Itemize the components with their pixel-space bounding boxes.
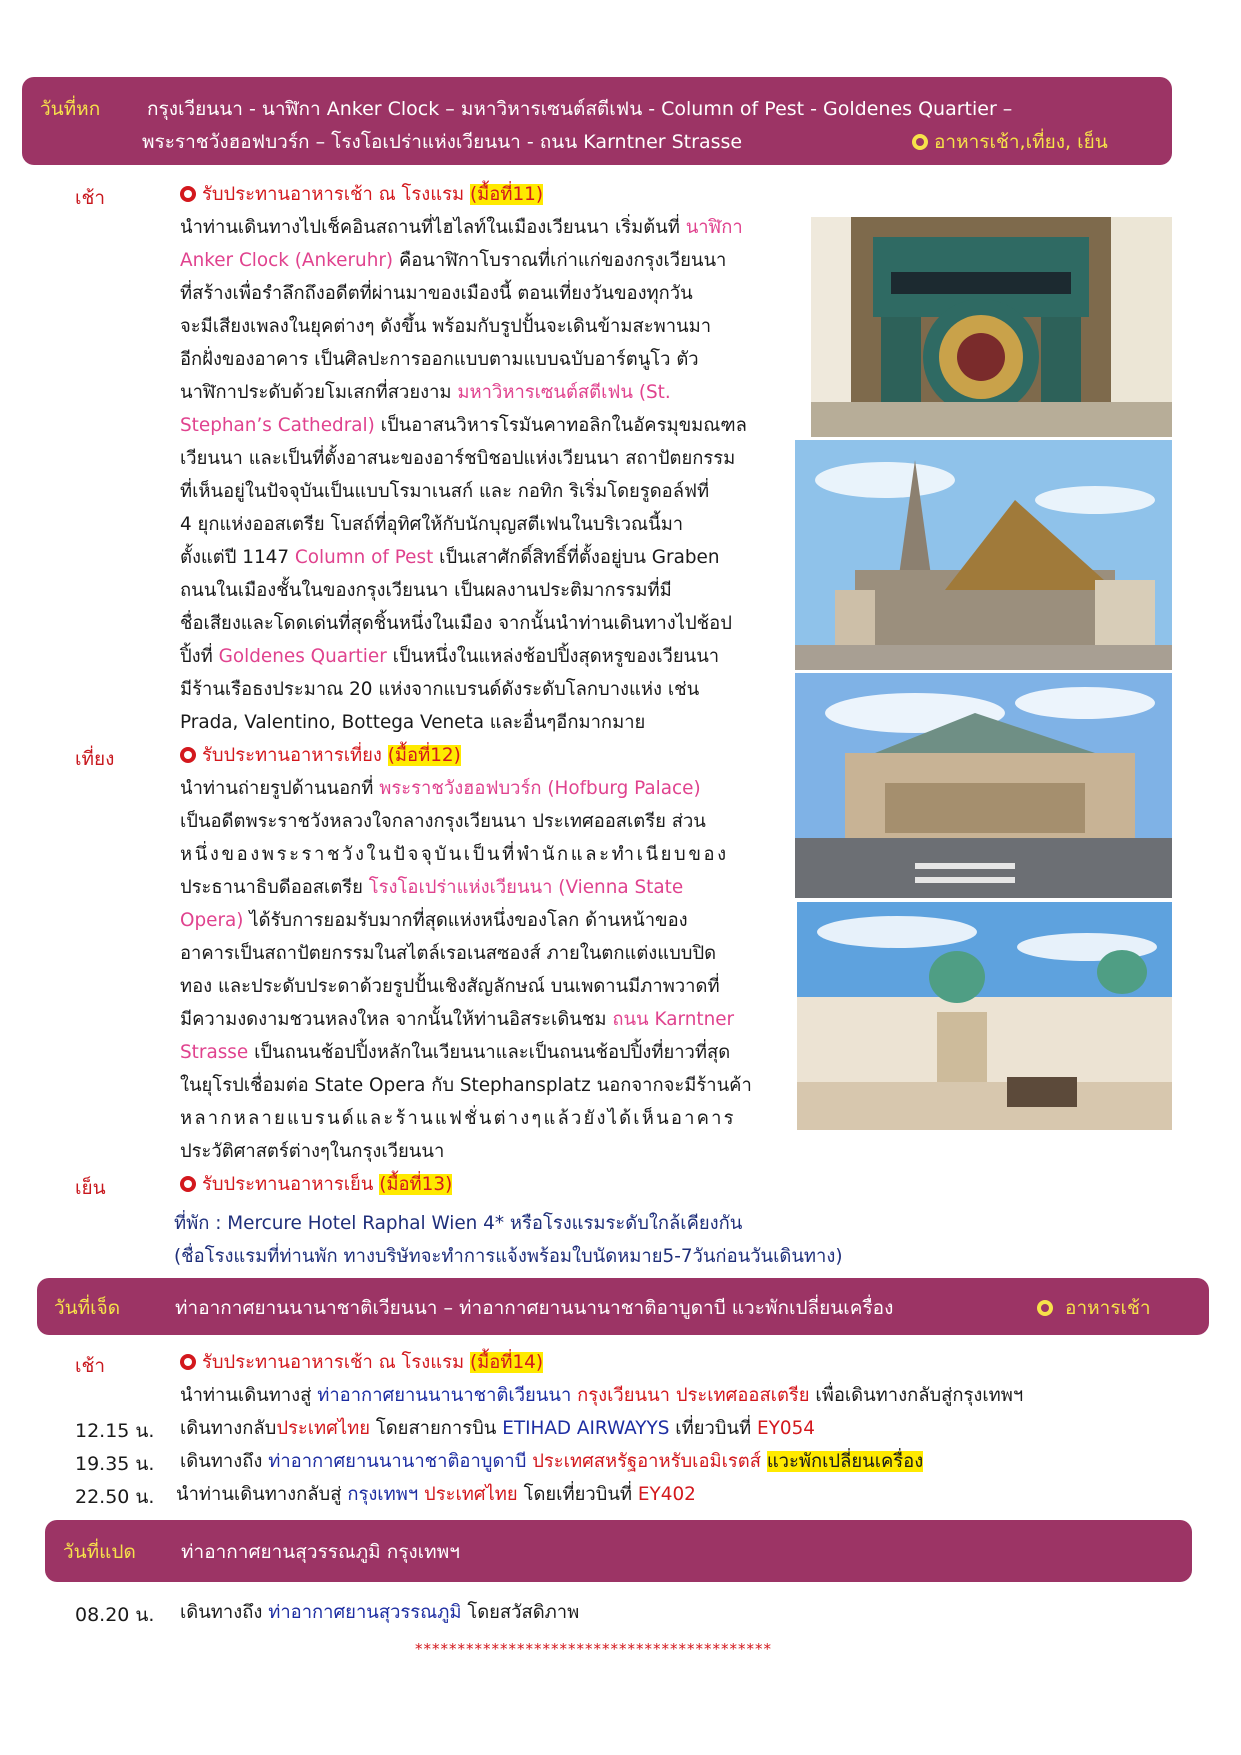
plate-icon — [180, 186, 196, 202]
day6-meals — [912, 127, 1108, 157]
lunch-line — [180, 739, 461, 772]
para-line — [180, 409, 747, 442]
country-text: ประเทศสหรัฐอาหรับเอมิเรตส์ — [532, 1451, 761, 1472]
time-label: 08.20 น. — [75, 1604, 155, 1626]
para-line — [180, 244, 726, 277]
text: ได้รับการยอมรับมากที่สุดแห่งหนึ่งของโลก ด้านหน้าของ — [249, 910, 688, 931]
text: โดยสวัสดิภาพ — [467, 1602, 580, 1623]
day6-meals-text: อาหารเช้า,เที่ยง, เย็น — [934, 131, 1108, 153]
noon-label: เที่ยง — [75, 748, 115, 770]
airport-link: ท่าอากาศยานสุวรรณภูมิ — [268, 1602, 462, 1623]
text: เป็นถนนช้อปปิ้งหลักในเวียนนาและเป็นถนนช้อปปิ้งที่ยาวที่สุด — [254, 1042, 731, 1063]
day7-breakfast-line — [180, 1346, 543, 1379]
itinerary-line — [180, 1445, 923, 1478]
meal-number: (มื้อที่13) — [379, 1174, 453, 1195]
para-line: ในยุโรปเชื่อมต่อ State Opera กับ Stephansplatz นอกจากจะมีร้านค้า — [180, 1075, 752, 1096]
para-line — [180, 904, 688, 937]
plate-icon — [180, 1176, 196, 1192]
day8-label: วันที่แปด — [63, 1541, 136, 1563]
place-link: Stephan’s Cathedral) — [180, 415, 375, 436]
text: ตั้งแต่ปี 1147 — [180, 547, 290, 568]
st-stephens-cathedral-photo — [795, 440, 1172, 670]
day7-route: ท่าอากาศยานนานาชาติเวียนนา – ท่าอากาศยานนานาชาติอาบูดาบี แวะพักเปลี่ยนเครื่อง — [175, 1297, 894, 1319]
breakfast-text: รับประทานอาหารเช้า ณ โรงแรม — [202, 184, 465, 205]
breakfast-line — [180, 178, 543, 211]
place-link: Strasse — [180, 1042, 249, 1063]
meal-number: (มื้อที่12) — [387, 745, 461, 766]
meal-number: (มื้อที่11) — [470, 184, 544, 205]
para-line: หลากหลายแบรนด์และร้านแฟชั่นต่างๆแล้วยังได้เห็นอาคาร — [180, 1108, 736, 1129]
text: ประธานาธิบดีออสเตรีย — [180, 877, 363, 898]
morning-label: เช้า — [75, 187, 106, 209]
para-line — [180, 1036, 730, 1069]
para-line: Prada, Valentino, Bottega Veneta และอื่นๆอีกมากมาย — [180, 712, 646, 733]
para-line — [180, 376, 671, 409]
text: เดินทางถึง — [180, 1602, 263, 1623]
text: เป็นหนึ่งในแหล่งช้อปปิ้งสุดหรูของเวียนนา — [392, 646, 720, 667]
text: นำท่านเดินทางสู่ — [180, 1385, 312, 1406]
text: โดยสายการบิน — [375, 1418, 497, 1439]
dinner-text: รับประทานอาหารเย็น — [202, 1174, 374, 1195]
text: นำท่านถ่ายรูปด้านนอกที่ — [180, 778, 374, 799]
itinerary-line — [176, 1478, 696, 1511]
place-link: Column of Pest — [294, 547, 434, 568]
hotel-line: ที่พัก : Mercure Hotel Raphal Wien 4* หรือโรงแรมระดับใกล้เคียงกัน — [174, 1213, 743, 1234]
plate-icon — [1037, 1300, 1053, 1316]
text: นำท่านเดินทางกลับสู่ — [176, 1484, 342, 1505]
day6-header-bar — [22, 77, 1172, 165]
para-line — [180, 541, 720, 574]
text: เดินทางกลับ — [180, 1418, 277, 1439]
para-line: เวียนนา และเป็นที่ตั้งอาสนะของอาร์ชบิชอปแห่งเวียนนา สถาปัตยกรรม — [180, 448, 736, 469]
day8-header-bar — [45, 1520, 1192, 1582]
text: ปิ้งที่ — [180, 646, 213, 667]
anker-clock-photo — [811, 217, 1172, 437]
text: เป็นอาสนวิหารโรมันคาทอลิกในอัครมุขมณฑล — [380, 415, 747, 436]
day6-route-line2: พระราชวังฮอฟบวร์ก – โรงโอเปร่าแห่งเวียนนา - ถนน Karntner Strasse — [142, 131, 743, 153]
para-line — [180, 211, 743, 244]
meal-number: (มื้อที่14) — [470, 1352, 544, 1373]
place-link: Goldenes Quartier — [218, 646, 387, 667]
day7-morning-label: เช้า — [75, 1355, 106, 1377]
vienna-state-opera-photo — [795, 673, 1172, 898]
day6-label: วันที่หก — [40, 98, 101, 120]
day7-header-bar — [37, 1278, 1209, 1335]
itinerary-line — [180, 1379, 1023, 1412]
country-text: ประเทศไทย — [276, 1418, 370, 1439]
para-line: จะมีเสียงเพลงในยุคต่างๆ ดังขึ้น พร้อมกับรูปปั้นจะเดินข้ามสะพานมา — [180, 316, 712, 337]
para-line: ประวัติศาสตร์ต่างๆในกรุงเวียนนา — [180, 1141, 445, 1162]
day8-route: ท่าอากาศยานสุวรรณภูมิ กรุงเทพฯ — [181, 1541, 460, 1563]
text: เดินทางถึง — [180, 1451, 263, 1472]
hofburg-palace-photo — [797, 902, 1172, 1130]
time-label: 12.15 น. — [75, 1420, 155, 1442]
place-link: นาฬิกา — [685, 217, 743, 238]
para-line: ที่เห็นอยู่ในปัจจุบันเป็นแบบโรมาเนสก์ และ กอทิก ริเริ่มโดยรูดอล์ฟที่ — [180, 481, 710, 502]
breakfast-text: รับประทานอาหารเช้า ณ โรงแรม — [202, 1352, 465, 1373]
hotel-note: (ชื่อโรงแรมที่ท่านพัก ทางบริษัทจะทำการแจ้งพร้อมใบนัดหมาย5-7วันก่อนวันเดินทาง) — [174, 1246, 843, 1267]
place-link: Opera) — [180, 910, 244, 931]
text: เที่ยวบินที่ — [675, 1418, 752, 1439]
itinerary-line — [180, 1596, 579, 1629]
para-line: อาคารเป็นสถาปัตยกรรมในสไตล์เรอเนสซองส์ ภายในตกแต่งแบบปิด — [180, 943, 717, 964]
time-label: 22.50 น. — [75, 1486, 155, 1508]
day7-meals — [1037, 1293, 1151, 1323]
para-line: ทอง และประดับประดาด้วยรูปปั้นเชิงสัญลักษณ์ บนเพดานมีภาพวาดที่ — [180, 976, 720, 997]
para-line — [180, 640, 719, 673]
text: นาฬิกาประดับด้วยโมเสกที่สวยงาม — [180, 382, 452, 403]
day7-label: วันที่เจ็ด — [54, 1297, 121, 1319]
evening-label: เย็น — [75, 1177, 106, 1199]
airline-text: ETIHAD AIRWAYYS — [502, 1418, 670, 1439]
day6-route-line1: กรุงเวียนนา - นาฬิกา Anker Clock – มหาวิหารเซนต์สตีเฟน - Column of Pest - Goldenes Quartier – — [147, 98, 1013, 120]
dinner-line — [180, 1168, 452, 1201]
itinerary-line — [180, 1412, 815, 1445]
place-link: Anker Clock (Ankeruhr) — [180, 250, 394, 271]
day7-meals-text: อาหารเช้า — [1065, 1297, 1151, 1319]
place-link: พระราชวังฮอฟบวร์ก (Hofburg Palace) — [379, 778, 701, 799]
para-line — [180, 1003, 734, 1036]
para-line: ที่สร้างเพื่อรำลึกถึงอดีตที่ผ่านมาของเมืองนี้ ตอนเที่ยงวันของทุกวัน — [180, 283, 693, 304]
lunch-text: รับประทานอาหารเที่ยง — [202, 745, 382, 766]
airport-link: ท่าอากาศยานนานาชาติอาบูดาบี — [268, 1451, 527, 1472]
para-line: 4 ยุกแห่งออสเตรีย โบสถ์ที่อุทิศให้กับนักบุญสตีเฟนในบริเวณนี้มา — [180, 514, 684, 535]
text: เป็นเสาศักดิ์สิทธิ์ที่ตั้งอยู่บน Graben — [439, 547, 720, 568]
text: เพื่อเดินทางกลับสู่กรุงเทพฯ — [815, 1385, 1024, 1406]
flight-number: EY054 — [757, 1418, 815, 1439]
para-line: หนึ่งของพระราชวังในปัจจุบันเป็นที่พำนักและทำเนียบของ — [180, 844, 729, 865]
para-line: มีร้านเรือธงประมาณ 20 แห่งจากแบรนด์ดังระดับโลกบางแห่ง เช่น — [180, 679, 700, 700]
country-text: ประเทศไทย — [424, 1484, 518, 1505]
city-link: กรุงเทพฯ — [347, 1484, 419, 1505]
flight-number: EY402 — [637, 1484, 696, 1505]
para-line — [180, 871, 683, 904]
para-line: ชื่อเสียงและโดดเด่นที่สุดชิ้นหนึ่งในเมือง จากนั้นนำท่านเดินทางไปช้อป — [180, 613, 732, 634]
text: โดยเที่ยวบินที่ — [523, 1484, 633, 1505]
place-link: โรงโอเปร่าแห่งเวียนนา (Vienna State — [368, 877, 684, 898]
para-line: ถนนในเมืองชั้นในของกรุงเวียนนา เป็นผลงานประติมากรรมที่มี — [180, 580, 672, 601]
transit-highlight: แวะพักเปลี่ยนเครื่อง — [766, 1451, 924, 1472]
time-label: 19.35 น. — [75, 1453, 155, 1475]
para-line: เป็นอดีตพระราชวังหลวงใจกลางกรุงเวียนนา ประเทศออสเตรีย ส่วน — [180, 811, 706, 832]
plate-icon — [912, 134, 928, 150]
text: คือนาฬิกาโบราณที่เก่าแก่ของกรุงเวียนนา — [398, 250, 727, 271]
para-line: อีกฝั่งของอาคาร เป็นศิลปะการออกแบบตามแบบฉบับอาร์ตนูโว ตัว — [180, 349, 699, 370]
text: นำท่านเดินทางไปเช็คอินสถานที่ไฮไลท์ในเมืองเวียนนา เริ่มต้นที่ — [180, 217, 680, 238]
place-link: ถนน Karntner — [612, 1009, 735, 1030]
plate-icon — [180, 1354, 196, 1370]
airport-link: ท่าอากาศยานนานาชาติเวียนนา — [317, 1385, 572, 1406]
para-line — [180, 772, 701, 805]
place-link: มหาวิหารเซนต์สตีเฟน (St. — [457, 382, 671, 403]
plate-icon — [180, 747, 196, 763]
text: มีความงดงามชวนหลงใหล จากนั้นให้ท่านอิสระเดินชม — [180, 1009, 607, 1030]
city-text: กรุงเวียนนา ประเทศออสเตรีย — [577, 1385, 810, 1406]
footer-divider: ****************************************** — [415, 1640, 772, 1658]
